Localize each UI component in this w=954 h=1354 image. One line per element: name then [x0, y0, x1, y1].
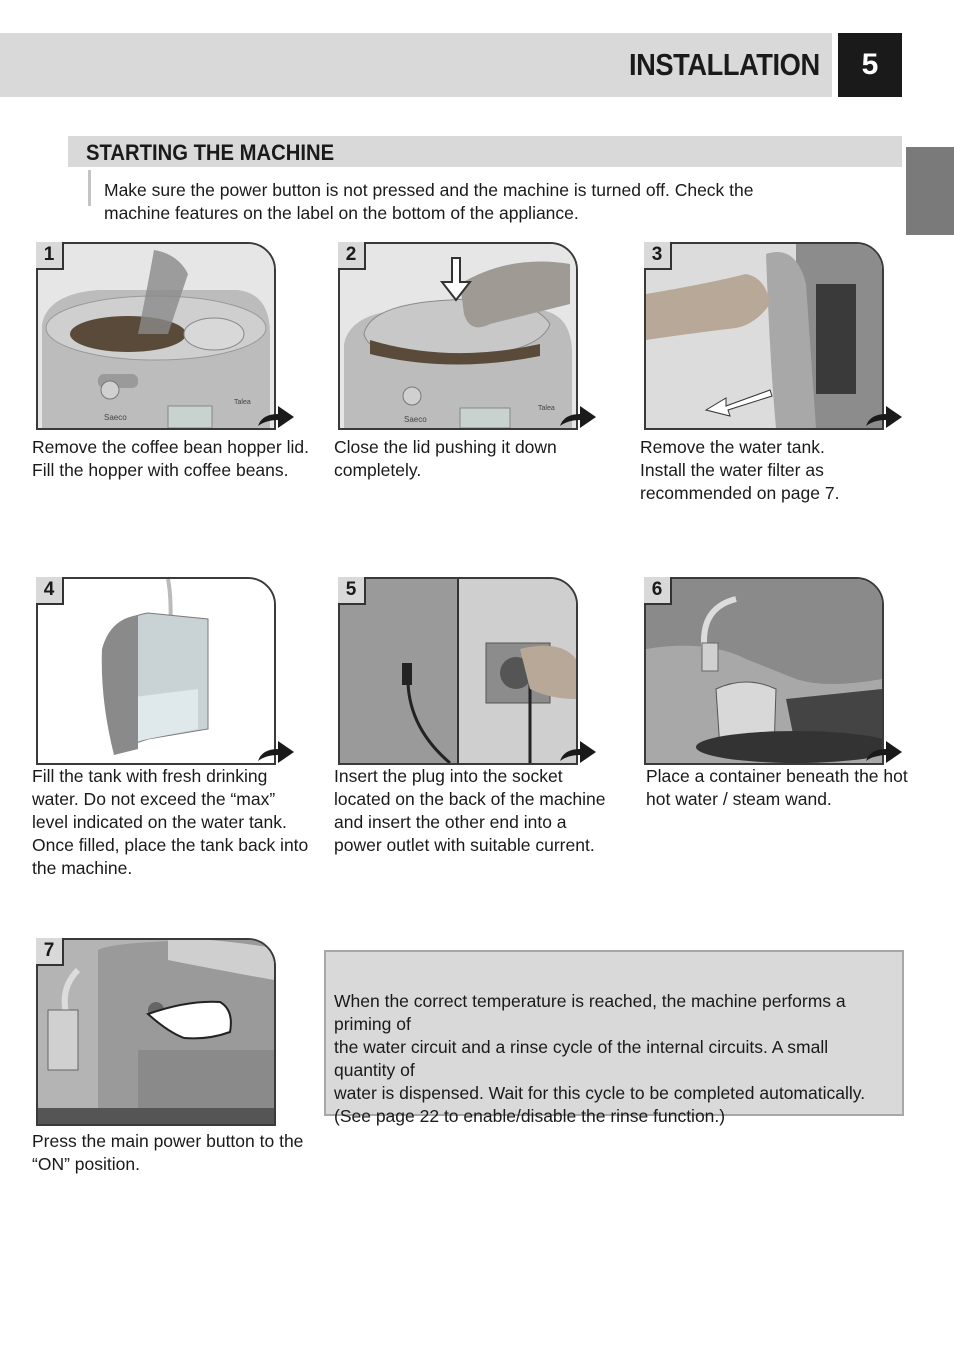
step-2-text: Close the lid pushing it down completely. [334, 437, 557, 480]
talea-label: Talea [234, 399, 251, 406]
rinse-cycle-note [324, 950, 904, 1126]
press-power-button-illustration [38, 940, 274, 1124]
page-title: INSTALLATION [629, 47, 820, 82]
step-5-image [338, 577, 578, 765]
remove-water-tank-illustration [646, 244, 882, 428]
step-number-badge: 4 [36, 577, 64, 605]
fill-water-tank-illustration [38, 579, 274, 763]
header-bar [0, 33, 832, 97]
step-4-text: Fill the tank with fresh drinking water. Do not exceed the “max” level indicated on the water tank. Once filled, place the tank back into the machine. [32, 766, 309, 878]
intro-text: Make sure the power button is not pressed and the machine is turned off. Check the machine features on the label on the bottom of the appliance. [104, 180, 754, 223]
step-6-text: Place a container beneath the hot hot water / steam wand. [646, 766, 908, 809]
saeco-logo: Saeco [404, 415, 427, 424]
step-7-image [36, 938, 276, 1126]
coffee-machine-hopper-illustration [38, 244, 274, 428]
section-header [68, 136, 902, 167]
next-step-arrow-icon [864, 402, 904, 430]
step-4-image [36, 577, 276, 765]
step-1-image [36, 242, 276, 430]
next-step-arrow-icon [558, 402, 598, 430]
note-text: When the correct temperature is reached, the machine performs a priming of the water circuit and a rinse cycle of the internal circuits. A small quantity of water is dispensed. Wait for this cycle to be completed automatically. (See page 22 to enable/disable the rinse function.) [334, 991, 866, 1126]
step-3-text: Remove the water tank. Install the water filter as recommended on page 7. [640, 437, 840, 503]
intro-rule [88, 170, 91, 206]
section-title: STARTING THE MACHINE [86, 140, 335, 165]
step-5-text: Insert the plug into the socket located on the back of the machine and insert the other end into a power outlet with suitable current. [334, 766, 606, 855]
next-step-arrow-icon [256, 402, 296, 430]
container-under-steam-wand-illustration [646, 579, 882, 763]
talea-label: Talea [538, 405, 555, 412]
step-number-badge: 2 [338, 242, 366, 270]
next-step-arrow-icon [558, 737, 598, 765]
plug-into-socket-illustration [340, 579, 576, 763]
step-number-badge: 5 [338, 577, 366, 605]
step-number-badge: 3 [644, 242, 672, 270]
step-7-text: Press the main power button to the “ON” position. [32, 1131, 304, 1174]
step-1-text: Remove the coffee bean hopper lid. Fill the hopper with coffee beans. [32, 437, 309, 480]
next-step-arrow-icon [256, 737, 296, 765]
step-number-badge: 1 [36, 242, 64, 270]
step-number-badge: 7 [36, 938, 64, 966]
step-3-image [644, 242, 884, 430]
step-2-image [338, 242, 578, 430]
step-number-badge: 6 [644, 577, 672, 605]
next-step-arrow-icon [864, 737, 904, 765]
saeco-logo: Saeco [104, 413, 127, 422]
chapter-number: 5 [838, 33, 902, 97]
side-tab [906, 147, 954, 235]
step-6-image [644, 577, 884, 765]
close-hopper-lid-illustration [340, 244, 576, 428]
